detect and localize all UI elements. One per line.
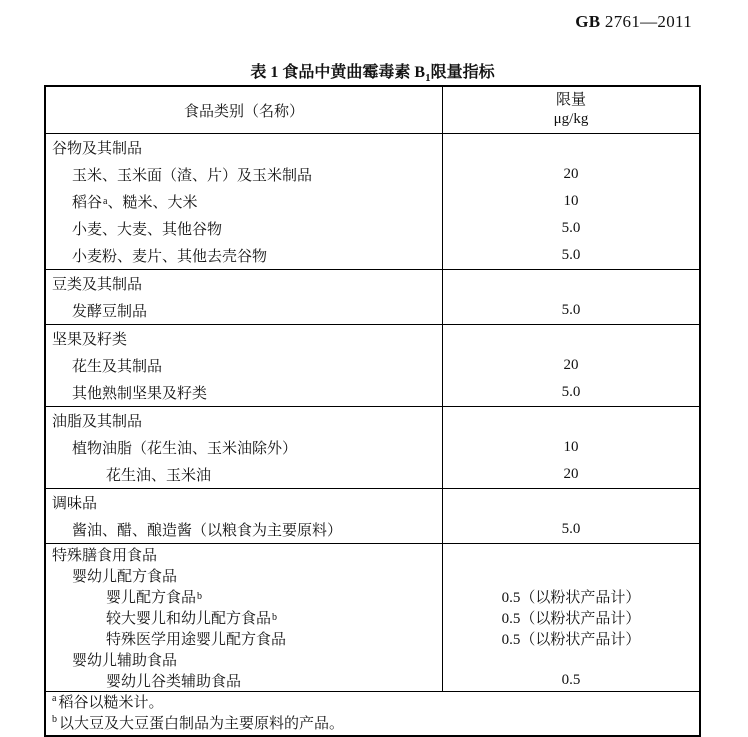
- limit-cell: [443, 649, 699, 670]
- table-row: [46, 407, 699, 434]
- food-category-cell: 稻谷 a 、糙米、大米: [46, 188, 443, 215]
- table-row: [46, 670, 699, 691]
- food-category-cell: 小麦、大麦、其他谷物: [46, 215, 443, 242]
- limit-cell: 20: [563, 357, 579, 373]
- table-title-suffix: 限量指标: [430, 64, 495, 81]
- table-title: [44, 59, 701, 85]
- footnote: $^b$ 以大豆及大豆蛋白制品为主要原料的产品。: [52, 714, 345, 732]
- food-category-cell: 花生油、玉米油: [46, 461, 443, 488]
- table-title-prefix: 表 1 食品中黄曲霉毒素 B: [250, 64, 426, 81]
- table-row: [46, 134, 699, 161]
- limit-cell: 5.0: [561, 302, 581, 318]
- table-row: [46, 607, 699, 628]
- food-category-cell: 婴幼儿谷类辅助食品: [46, 670, 443, 691]
- limit-cell: 0.5: [561, 672, 581, 688]
- table-row: [46, 489, 699, 516]
- food-category-cell: 植物油脂（花生油、玉米油除外）: [46, 434, 443, 461]
- table-row: [46, 297, 699, 324]
- food-category-cell: 特殊膳食用食品: [46, 544, 443, 565]
- limit-cell: [443, 565, 699, 586]
- table-row: [46, 461, 699, 488]
- limit-cell: [443, 489, 699, 516]
- table-row: [46, 434, 699, 461]
- limit-cell: 20: [563, 466, 579, 482]
- food-category-cell: 较大婴儿和幼儿配方食品 b: [46, 607, 443, 628]
- food-category-cell: 豆类及其制品: [46, 270, 443, 297]
- table-row: [46, 188, 699, 215]
- food-category-cell: 婴幼儿辅助食品: [46, 649, 443, 670]
- standard-number-rest: 2761—2011: [600, 12, 692, 31]
- food-category-cell: 油脂及其制品: [46, 407, 443, 434]
- table-sections: [46, 134, 699, 692]
- limit-cell: 0.5（以粉状产品计）: [501, 632, 641, 648]
- table-section: [46, 325, 699, 407]
- footnote-marker: b: [52, 714, 57, 725]
- food-category-cell: 婴儿配方食品 b: [46, 586, 443, 607]
- table-row: [46, 565, 699, 586]
- food-category-cell: 小麦粉、麦片、其他去壳谷物: [46, 242, 443, 269]
- food-category-cell: 调味品: [46, 489, 443, 516]
- limit-cell: 5.0: [561, 384, 581, 400]
- table-section: [46, 489, 699, 544]
- limit-cell: 5.0: [561, 220, 581, 236]
- footnote-marker: a: [52, 693, 57, 704]
- table-row: [46, 544, 699, 565]
- food-category-cell: 酱油、醋、酿造酱（以粮食为主要原料）: [46, 516, 443, 543]
- limit-cell: 5.0: [561, 247, 581, 263]
- table-row: [46, 325, 699, 352]
- limit-cell: [443, 270, 699, 297]
- limits-table: [44, 85, 701, 737]
- food-category-cell: 其他熟制坚果及籽类: [46, 379, 443, 406]
- table-row: [46, 628, 699, 649]
- table-section: [46, 134, 699, 270]
- limit-cell: [443, 134, 699, 161]
- header-food-category: 食品类别（名称）: [46, 87, 443, 133]
- table-header-row: [46, 87, 699, 134]
- table-section: [46, 270, 699, 325]
- limit-cell: 0.5（以粉状产品计）: [501, 590, 641, 606]
- table-footnotes: [46, 692, 699, 735]
- food-category-cell: 玉米、玉米面（渣、片）及玉米制品: [46, 161, 443, 188]
- table-row: [46, 270, 699, 297]
- food-category-cell: 发酵豆制品: [46, 297, 443, 324]
- table-row: [46, 649, 699, 670]
- food-category-cell: 婴幼儿配方食品: [46, 565, 443, 586]
- header-limit: [443, 87, 699, 133]
- limit-cell: 10: [563, 193, 579, 209]
- table-row: [46, 215, 699, 242]
- limit-cell: 20: [563, 166, 579, 182]
- footnote: $^a$ 稻谷以糙米计。: [52, 693, 164, 711]
- table-row: [46, 352, 699, 379]
- header-limit-label: 限量: [555, 92, 586, 108]
- limit-cell: 5.0: [561, 521, 581, 537]
- table-row: [46, 242, 699, 269]
- table-row: [46, 379, 699, 406]
- table-row: [46, 516, 699, 543]
- food-category-cell: 特殊医学用途婴儿配方食品: [46, 628, 443, 649]
- limit-cell: 0.5（以粉状产品计）: [501, 611, 641, 627]
- table-row: [46, 161, 699, 188]
- food-category-cell: 坚果及籽类: [46, 325, 443, 352]
- header-limit-unit: μg/kg: [553, 111, 589, 127]
- food-category-cell: 谷物及其制品: [46, 134, 443, 161]
- table-section: [46, 544, 699, 692]
- standard-number-prefix: GB: [575, 12, 601, 31]
- table-title-subscript: 1: [425, 72, 431, 85]
- table-row: [46, 586, 699, 607]
- standard-number: [575, 12, 692, 32]
- limit-cell: 10: [563, 439, 579, 455]
- food-category-cell: 花生及其制品: [46, 352, 443, 379]
- table-section: [46, 407, 699, 489]
- limit-cell: [443, 544, 699, 565]
- limit-cell: [443, 325, 699, 352]
- limit-cell: [443, 407, 699, 434]
